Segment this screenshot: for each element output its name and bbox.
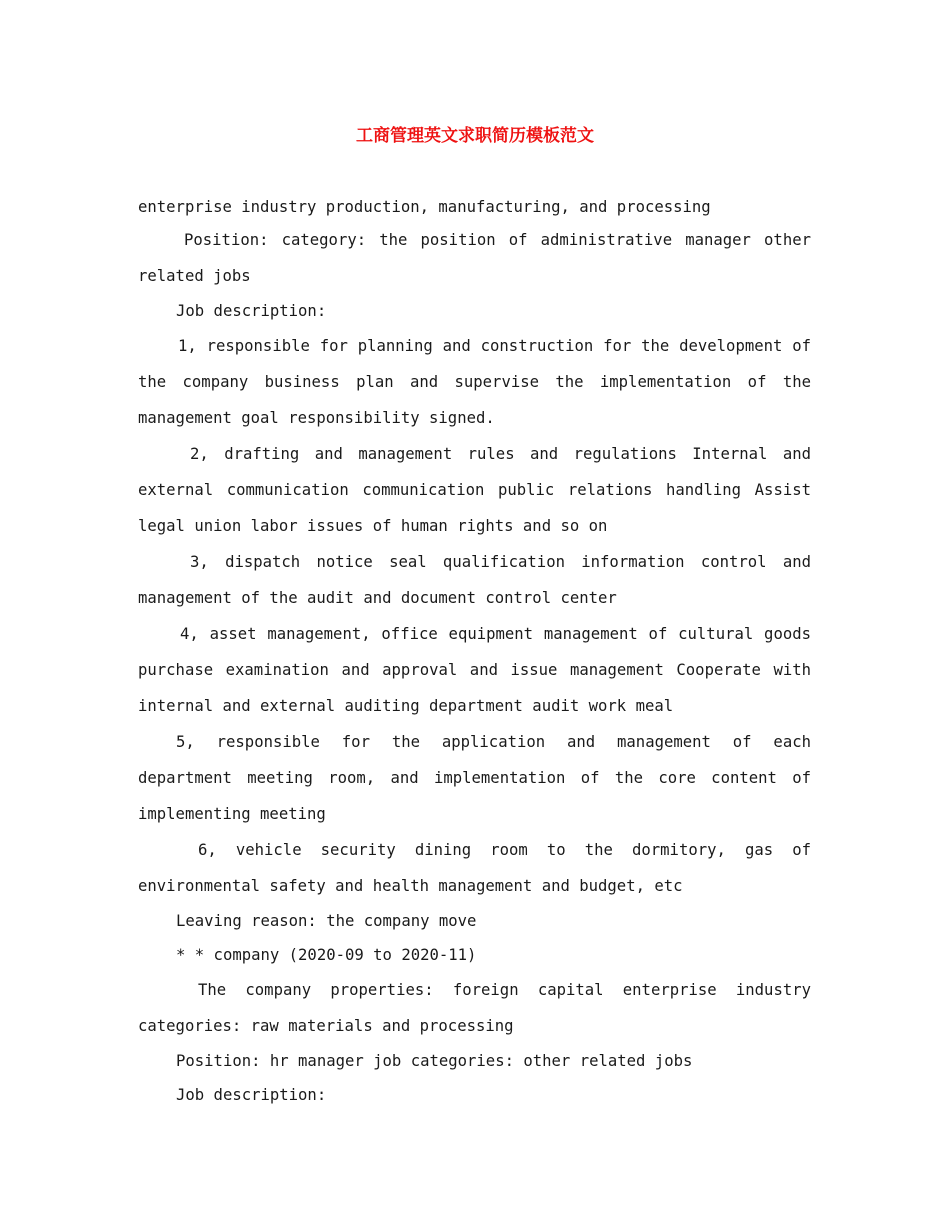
paragraph-text: Position: hr manager job categories: other related jobs xyxy=(176,1052,693,1070)
paragraph-text: 6, vehicle security dining room to the dormitory, gas of environmental safety and health management and budget, etc xyxy=(138,841,811,895)
paragraph-text: 5, responsible for the application and management of each department meeting room, and implementation of the core content of implementing meeting xyxy=(138,733,811,823)
document-title: 工商管理英文求职简历模板范文 xyxy=(356,126,594,146)
paragraph-text: * * company (2020-09 to 2020-11) xyxy=(176,946,477,964)
paragraph-text: 3, dispatch notice seal qualification information control and management of the audit and document control center xyxy=(138,553,811,607)
paragraph xyxy=(138,972,811,1044)
paragraph-text: The company properties: foreign capital enterprise industry categories: raw materials and processing xyxy=(138,981,811,1035)
paragraph-text: 2, drafting and management rules and regulations Internal and external communication communication public relations handling Assist legal union labor issues of human rights and so on xyxy=(138,445,811,535)
paragraph xyxy=(138,222,811,294)
paragraph xyxy=(138,904,811,938)
paragraph-text: 1, responsible for planning and construction for the development of the company business plan and supervise the implementation of the management goal responsibility signed. xyxy=(138,337,811,427)
paragraph xyxy=(138,1044,811,1078)
paragraph xyxy=(138,724,811,832)
paragraph-text: 4, asset management, office equipment management of cultural goods purchase examination and approval and issue management Cooperate with internal and external auditing department audit work meal xyxy=(138,625,811,715)
paragraph xyxy=(138,328,811,436)
paragraph-text: Position: category: the position of administrative manager other related jobs xyxy=(138,231,811,285)
paragraph xyxy=(138,938,811,972)
paragraph xyxy=(138,294,811,328)
paragraph-text: Job description: xyxy=(176,302,327,320)
paragraph xyxy=(138,436,811,544)
paragraph xyxy=(138,1078,811,1112)
paragraph-text: enterprise industry production, manufacturing, and processing xyxy=(138,198,711,216)
paragraph xyxy=(138,832,811,904)
paragraph xyxy=(138,616,811,724)
paragraph-text: Job description: xyxy=(176,1086,327,1104)
paragraph xyxy=(138,544,811,616)
paragraph-text: Leaving reason: the company move xyxy=(176,912,477,930)
document-body xyxy=(138,192,811,1112)
paragraph xyxy=(138,192,811,222)
